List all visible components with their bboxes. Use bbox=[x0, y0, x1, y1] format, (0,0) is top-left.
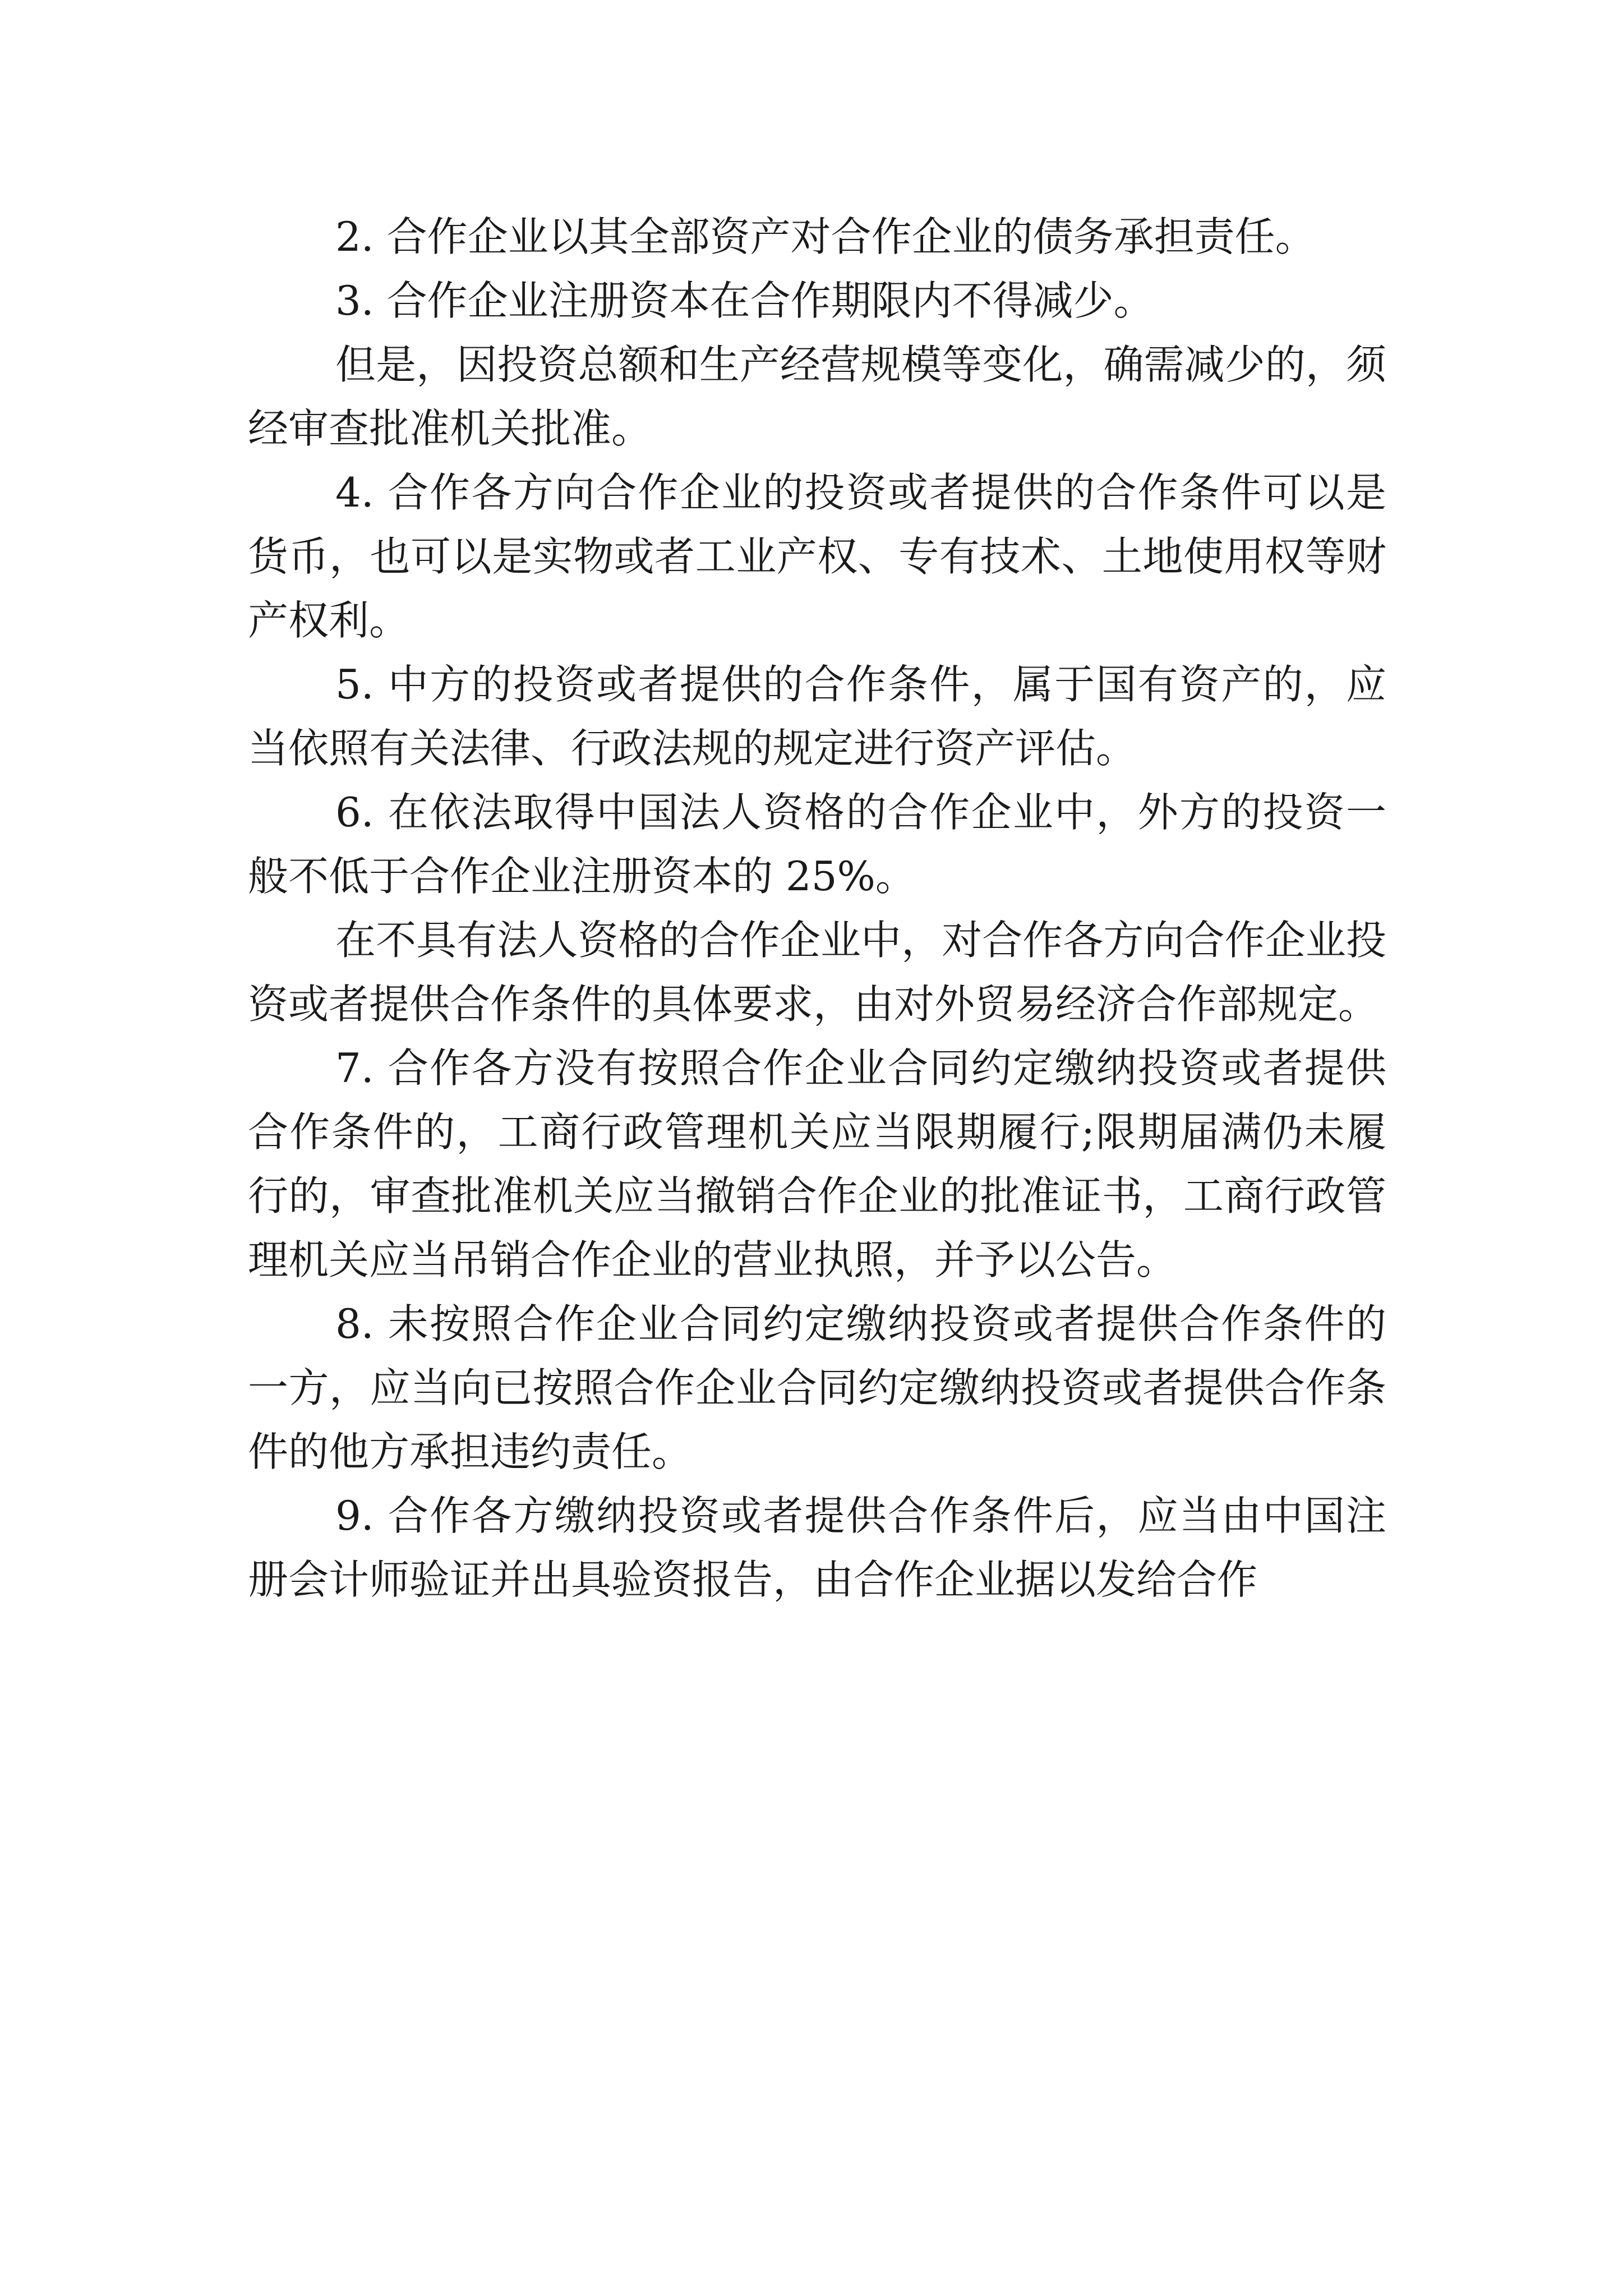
paragraph-6-foreign-investment: 6. 在依法取得中国法人资格的合作企业中，外方的投资一般不低于合作企业注册资本的 25%。 bbox=[248, 789, 1386, 900]
document-body bbox=[248, 205, 1386, 1612]
paragraph-4-contribution-forms: 4. 合作各方向合作企业的投资或者提供的合作条件可以是货币，也可以是实物或者工业产权、专有技术、土地使用权等财产权利。 bbox=[248, 469, 1386, 644]
paragraph-7-failure-to-contribute: 7. 合作各方没有按照合作企业合同约定缴纳投资或者提供合作条件的，工商行政管理机关应当限期履行;限期届满仍未履行的，审查批准机关应当撤销合作企业的批准证书，工商行政管理机关应当吊销合作企业的营业执照，并予以公告。 bbox=[248, 1045, 1386, 1283]
paragraph-3-exception: 但是，因投资总额和生产经营规模等变化，确需减少的，须经审查批准机关批准。 bbox=[248, 341, 1386, 452]
paragraph-3-registered-capital: 3. 合作企业注册资本在合作期限内不得减少。 bbox=[335, 277, 1154, 324]
paragraph-8-breach-liability: 8. 未按照合作企业合同约定缴纳投资或者提供合作条件的一方，应当向已按照合作企业合同约定缴纳投资或者提供合作条件的他方承担违约责任。 bbox=[248, 1300, 1386, 1475]
paragraph-2-liability: 2. 合作企业以其全部资产对合作企业的债务承担责任。 bbox=[335, 213, 1316, 260]
paragraph-9-capital-verification: 9. 合作各方缴纳投资或者提供合作条件后，应当由中国注册会计师验证并出具验资报告，由合作企业据以发给合作 bbox=[248, 1492, 1386, 1603]
paragraph-5-state-assets: 5. 中方的投资或者提供的合作条件，属于国有资产的，应当依照有关法律、行政法规的规定进行资产评估。 bbox=[248, 661, 1386, 772]
paragraph-6-non-legal-person: 在不具有法人资格的合作企业中，对合作各方向合作企业投资或者提供合作条件的具体要求，由对外贸易经济合作部规定。 bbox=[248, 917, 1386, 1028]
